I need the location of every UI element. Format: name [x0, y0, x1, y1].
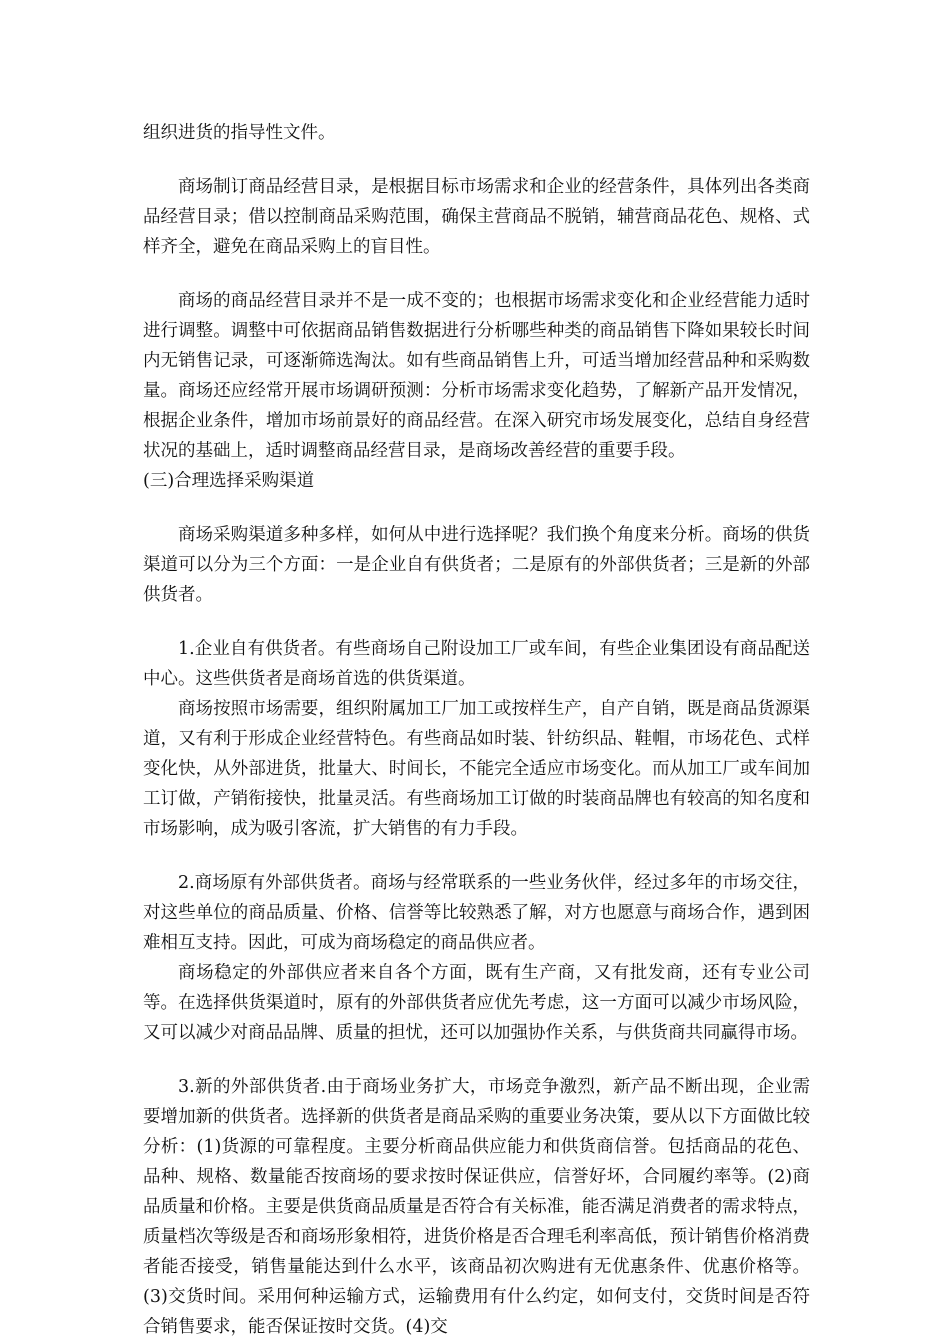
paragraph: 1.企业自有供货者。有些商场自己附设加工厂或车间，有些企业集团设有商品配送中心。这些供货者是商场首选的供货渠道。 [143, 639, 810, 689]
paragraph-continuation: 组织进货的指导性文件。 [143, 123, 336, 143]
paragraph: 商场采购渠道多种多样，如何从中进行选择呢？我们换个角度来分析。商场的供货渠道可以分为三个方面：一是企业自有供货者；二是原有的外部供货者；三是新的外部供货者。 [143, 525, 810, 605]
paragraph: 商场制订商品经营目录，是根据目标市场需求和企业的经营条件，具体列出各类商品经营目录；借以控制商品采购范围，确保主营商品不脱销，辅营商品花色、规格、式样齐全，避免在商品采购上的盲目性。 [143, 177, 810, 257]
paragraph: 2.商场原有外部供货者。商场与经常联系的一些业务伙伴，经过多年的市场交往，对这些单位的商品质量、价格、信誉等比较熟悉了解，对方也愿意与商场合作，遇到困难相互支持。因此，可成为商场稳定的商品供应者。 [143, 873, 810, 953]
paragraph: 商场按照市场需要，组织附属加工厂加工或按样生产，自产自销，既是商品货源渠道，又有利于形成企业经营特色。有些商品如时装、针纺织品、鞋帽，市场花色、式样变化快，从外部进货，批量大、时间长，不能完全适应市场变化。而从加工厂或车间加工订做，产销衔接快，批量灵活。有些商场加工订做的时装商品牌也有较高的知名度和市场影响，成为吸引客流，扩大销售的有力手段。 [143, 699, 810, 839]
paragraph: 商场稳定的外部供应者来自各个方面，既有生产商，又有批发商，还有专业公司等。在选择供货渠道时，原有的外部供货者应优先考虑，这一方面可以减少市场风险，又可以减少对商品品牌、质量的担忧，还可以加强协作关系，与供货商共同赢得市场。 [143, 963, 810, 1043]
document-body [143, 118, 810, 1342]
paragraph: 3.新的外部供货者.由于商场业务扩大，市场竞争激烈，新产品不断出现，企业需要增加新的供货者。选择新的供货者是商品采购的重要业务决策，要从以下方面做比较分析：(1)货源的可靠程度。主要分析商品供应能力和供货商信誉。包括商品的花色、品种、规格、数量能否按商场的要求按时保证供应，信誉好坏，合同履约率等。(2)商品质量和价格。主要是供货商品质量是否符合有关标准，能否满足消费者的需求特点，质量档次等级是否和商场形象相符，进货价格是否合理毛利率高低，预计销售价格消费者能否接受，销售量能达到什么水平，该商品初次购进有无优惠条件、优惠价格等。(3)交货时间。采用何种运输方式，运输费用有什么约定，如何支付，交货时间是否符合销售要求，能否保证按时交货。(4)交 [143, 1077, 810, 1337]
section-heading: (三)合理选择采购渠道 [143, 471, 315, 491]
paragraph: 商场的商品经营目录并不是一成不变的；也根据市场需求变化和企业经营能力适时进行调整。调整中可依据商品销售数据进行分析哪些种类的商品销售下降如果较长时间内无销售记录，可逐渐筛选淘汰。如有些商品销售上升，可适当增加经营品种和采购数量。商场还应经常开展市场调研预测：分析市场需求变化趋势，了解新产品开发情况，根据企业条件，增加市场前景好的商品经营。在深入研究市场发展变化，总结自身经营状况的基础上，适时调整商品经营目录，是商场改善经营的重要手段。 [143, 291, 810, 461]
